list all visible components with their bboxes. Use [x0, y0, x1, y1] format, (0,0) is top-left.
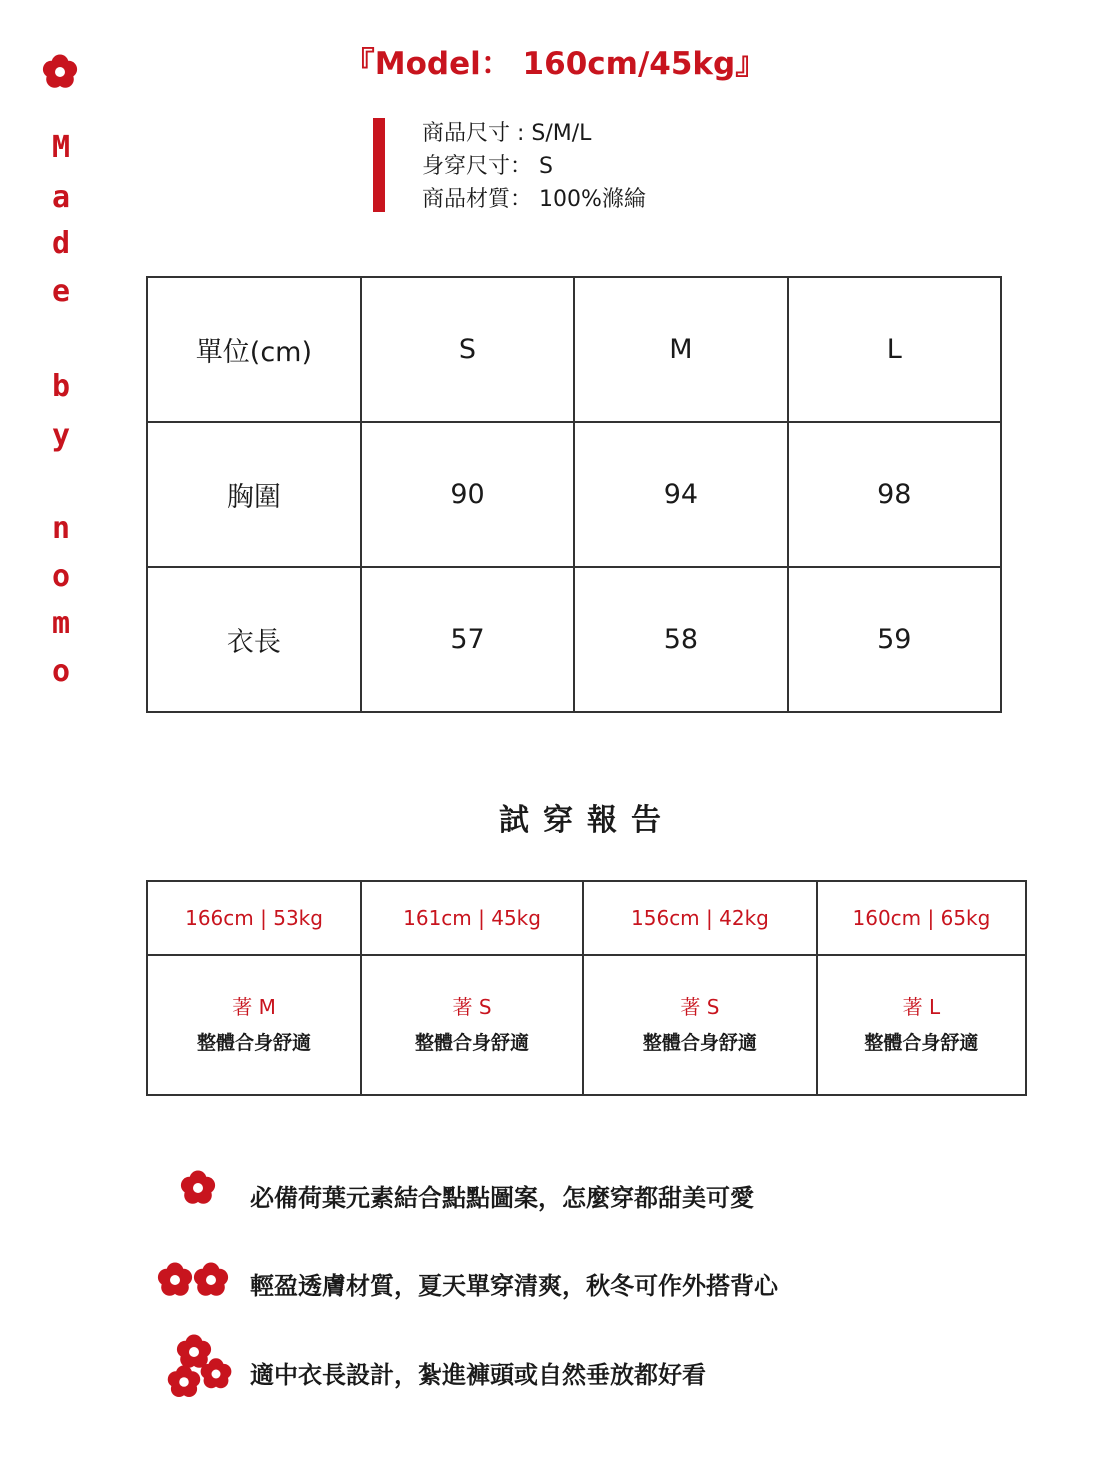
table-cell: L	[788, 277, 1001, 422]
brand-letter: d	[51, 226, 71, 261]
brand-letter: b	[51, 369, 71, 404]
brand-letter: o	[51, 654, 71, 689]
worn-size-line: 身穿尺寸： S	[422, 154, 553, 179]
tester-result	[583, 955, 817, 1095]
brand-letter: M	[51, 130, 71, 165]
table-cell: 98	[788, 422, 1001, 567]
tester-result	[361, 955, 583, 1095]
table-cell: 94	[574, 422, 787, 567]
tester-stats: 156cm | 42kg	[583, 881, 817, 955]
tester-result	[147, 955, 361, 1095]
fit-note: 整體合身舒適	[415, 1032, 530, 1054]
brand-letter: y	[51, 418, 71, 453]
brand-letter: n	[51, 511, 71, 546]
brand-flower-icon	[40, 52, 80, 92]
worn-size: 著 M	[232, 995, 276, 1019]
feature-text: 適中衣長設計，紮進褲頭或自然垂放都好看	[250, 1361, 706, 1389]
table-cell: M	[574, 277, 787, 422]
fit-report-title: 試穿報告	[499, 803, 675, 838]
info-accent-bar	[373, 118, 385, 212]
brand-letter: e	[51, 274, 71, 309]
size-table	[146, 276, 1002, 713]
feature-text: 輕盈透膚材質，夏天單穿清爽，秋冬可作外搭背心	[250, 1272, 778, 1300]
fit-note: 整體合身舒適	[642, 1032, 757, 1054]
fit-note: 整體合身舒適	[864, 1032, 979, 1054]
table-row	[147, 567, 1001, 712]
product-size-line: 商品尺寸 : S/M/L	[422, 121, 592, 146]
table-row	[147, 422, 1001, 567]
table-cell: 90	[361, 422, 574, 567]
table-cell: 58	[574, 567, 787, 712]
table-cell: 衣長	[147, 567, 361, 712]
table-row	[147, 955, 1026, 1095]
table-cell: 胸圍	[147, 422, 361, 567]
tester-stats: 166cm | 53kg	[147, 881, 361, 955]
tester-stats: 160cm | 65kg	[817, 881, 1026, 955]
table-cell: 59	[788, 567, 1001, 712]
table-cell: 57	[361, 567, 574, 712]
flower-single-icon	[176, 1166, 220, 1210]
fit-report-table	[146, 880, 1027, 1096]
tester-result	[817, 955, 1026, 1095]
model-title: 『Model： 160cm/45kg』	[343, 46, 767, 82]
feature-text: 必備荷葉元素結合點點圖案，怎麼穿都甜美可愛	[250, 1184, 754, 1212]
worn-size: 著 L	[902, 995, 941, 1019]
fit-note: 整體合身舒適	[197, 1032, 312, 1054]
table-cell: S	[361, 277, 574, 422]
material-line: 商品材質： 100%滌綸	[422, 187, 646, 212]
worn-size: 著 S	[452, 995, 492, 1019]
brand-letter: a	[51, 180, 71, 215]
brand-letter: o	[51, 559, 71, 594]
table-row	[147, 881, 1026, 955]
worn-size: 著 S	[680, 995, 720, 1019]
flower-triple-icon	[164, 1332, 236, 1402]
table-row	[147, 277, 1001, 422]
brand-letter: m	[51, 606, 71, 641]
flower-double-icon	[155, 1260, 231, 1300]
tester-stats: 161cm | 45kg	[361, 881, 583, 955]
table-cell: 單位(cm)	[147, 277, 361, 422]
